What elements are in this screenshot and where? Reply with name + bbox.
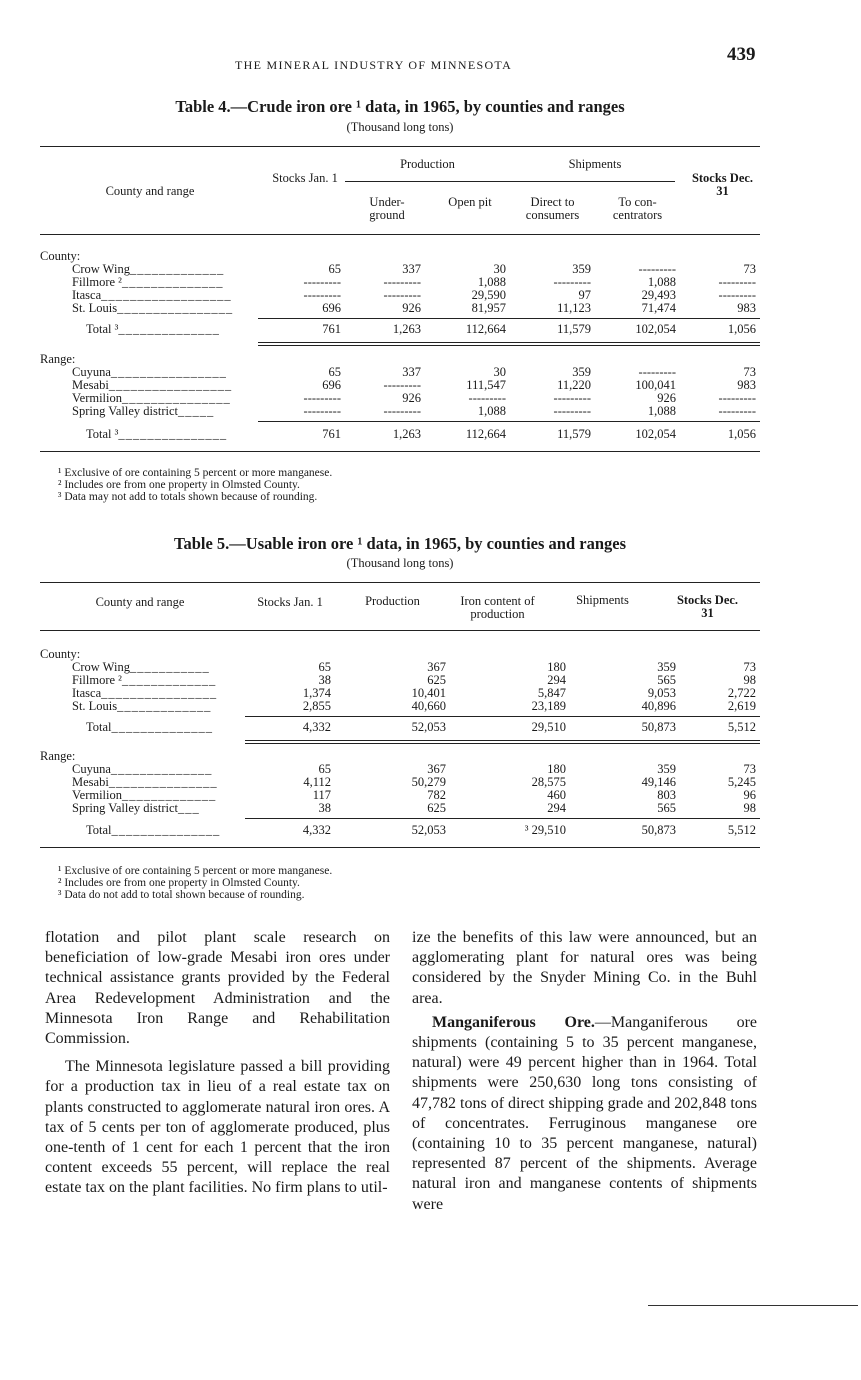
row-label: St. Louis	[72, 302, 118, 315]
cell: 11,123	[557, 301, 591, 315]
t4-head-shipments: Shipments	[568, 157, 622, 171]
row-label: Cuyuna	[72, 366, 111, 379]
cell: 102,054	[635, 322, 676, 336]
cell: 565	[657, 801, 676, 815]
cell: 2,855	[302, 699, 331, 713]
table-row: Itasca________________ 1,374 10,401 5,847 9,053 2,722	[40, 687, 760, 700]
cell: 926	[657, 391, 676, 405]
table4-head-rule	[40, 234, 760, 235]
cell: 5,512	[727, 720, 756, 734]
cell: 96	[743, 788, 756, 802]
table5-range-total	[40, 824, 760, 837]
cell: 30	[493, 365, 506, 379]
table-row	[40, 648, 760, 661]
table4-county-block	[40, 250, 760, 315]
total-label: Total ³	[86, 323, 119, 336]
cell: 50,873	[641, 720, 676, 734]
cell: 23,189	[531, 699, 566, 713]
cell: 30	[493, 262, 506, 276]
cell: ---------	[638, 365, 676, 379]
table-row: Total ³_______________ 761 1,263 112,664 11,579 102,054 1,056	[40, 428, 760, 441]
table5-top-rule	[40, 582, 760, 583]
row-label: Fillmore ²	[72, 276, 122, 289]
cell: 1,088	[477, 404, 506, 418]
t5-county-sum-rule	[245, 716, 760, 717]
t5-county-label: County:	[40, 648, 81, 661]
table-row: Total ³______________ 761 1,263 112,664 11,579 102,054 1,056	[40, 323, 760, 336]
section-heading: Manganiferous Ore.	[432, 1013, 595, 1031]
cell: 983	[737, 301, 756, 315]
table-row	[40, 750, 760, 763]
total-label: Total	[86, 824, 112, 837]
cell: ³ 29,510	[524, 823, 566, 837]
t4-head-underground: Under- ground	[369, 195, 405, 222]
table-row: Cuyuna________________ 65 337 30 359 --------- 73	[40, 366, 760, 379]
row-label: Fillmore ²	[72, 674, 122, 687]
t5-range-sum-rule	[245, 818, 760, 819]
t4-footnote-3: ³ Data may not add to totals shown because of rounding.	[58, 491, 318, 503]
cell: 337	[402, 365, 421, 379]
cell: 2,722	[727, 686, 756, 700]
cell: 73	[743, 365, 756, 379]
t4-head-open-pit: Open pit	[448, 195, 492, 209]
row-label: St. Louis	[72, 700, 118, 713]
cell: 38	[318, 801, 331, 815]
cell: 10,401	[411, 686, 446, 700]
cell: 38	[318, 673, 331, 687]
cell: 359	[572, 365, 591, 379]
row-label: Crow Wing	[72, 263, 130, 276]
t5-head-stocks-dec: Stocks Dec. 31	[676, 593, 739, 620]
cell: 761	[322, 322, 341, 336]
table5-range-block	[40, 750, 760, 815]
cell: 294	[547, 801, 566, 815]
cell: 65	[328, 365, 341, 379]
table-row: Crow Wing_____________ 65 337 30 359 --------- 73	[40, 263, 760, 276]
row-label: Vermilion	[72, 392, 122, 405]
t5-footnote-3: ³ Data do not add to total shown because of rounding.	[58, 889, 305, 901]
table-row: Cuyuna______________ 65 367 180 359 73	[40, 763, 760, 776]
row-label: Itasca	[72, 289, 102, 302]
cell: 926	[402, 391, 421, 405]
cell: 1,088	[647, 404, 676, 418]
cell: 359	[657, 762, 676, 776]
cell: 9,053	[647, 686, 676, 700]
table-row: Vermilion_______________ --------- 926 --------- --------- 926 ---------	[40, 392, 760, 405]
table5-county-block	[40, 648, 760, 713]
table-row: St. Louis_____________ 2,855 40,660 23,189 40,896 2,619	[40, 700, 760, 713]
cell: 117	[312, 788, 331, 802]
cell: 696	[322, 378, 341, 392]
cell: 803	[657, 788, 676, 802]
t4-footnote-1: ¹ Exclusive of ore containing 5 percent or more manganese.	[58, 467, 333, 479]
cell: 29,493	[641, 288, 676, 302]
row-label: Crow Wing	[72, 661, 130, 674]
row-label: Vermilion	[72, 789, 122, 802]
cell: 4,112	[303, 775, 331, 789]
cell: 337	[402, 262, 421, 276]
table-row: Spring Valley district_____ --------- --------- 1,088 --------- 1,088 ---------	[40, 405, 760, 418]
cell: 5,512	[727, 823, 756, 837]
cell: 71,474	[641, 301, 676, 315]
cell: 4,332	[302, 720, 331, 734]
cell: ---------	[303, 404, 341, 418]
t4-footnote-2: ² Includes ore from one property in Olmsted County.	[58, 479, 300, 491]
cell: 359	[657, 660, 676, 674]
bottom-rule	[648, 1305, 858, 1306]
cell: 367	[427, 762, 446, 776]
t4-head-to-conc: To con- centrators	[612, 195, 663, 222]
table-row: Spring Valley district___ 38 625 294 565 98	[40, 802, 760, 815]
row-label: Spring Valley district	[72, 802, 179, 815]
cell: ---------	[303, 288, 341, 302]
cell: 1,088	[647, 275, 676, 289]
t4-county-sum-rule	[258, 318, 760, 319]
cell: 1,088	[477, 275, 506, 289]
t5-range-label: Range:	[40, 750, 76, 763]
body-left-column	[45, 928, 390, 1199]
t4-head-stocks-dec: Stocks Dec. 31	[691, 171, 754, 198]
table-row: Total______________ 4,332 52,053 29,510 50,873 5,512	[40, 721, 760, 734]
cell: 359	[572, 262, 591, 276]
t4-head-production: Production	[400, 157, 455, 171]
cell: 4,332	[302, 823, 331, 837]
cell: 73	[743, 660, 756, 674]
cell: 29,590	[471, 288, 506, 302]
table-row: Mesabi_______________ 4,112 50,279 28,575 49,146 5,245	[40, 776, 760, 789]
cell: ---------	[303, 391, 341, 405]
cell: ---------	[638, 262, 676, 276]
cell: ---------	[383, 404, 421, 418]
cell: 782	[427, 788, 446, 802]
cell: ---------	[303, 275, 341, 289]
cell: 111,547	[466, 378, 506, 392]
table4-title: Table 4.—Crude iron ore ¹ data, in 1965, by counties and ranges	[175, 97, 625, 116]
cell: 5,847	[537, 686, 566, 700]
cell: 5,245	[727, 775, 756, 789]
t5-head-shipments: Shipments	[576, 593, 629, 607]
cell: 1,374	[302, 686, 331, 700]
cell: ---------	[718, 404, 756, 418]
running-head: THE MINERAL INDUSTRY OF MINNESOTA	[235, 58, 513, 72]
cell: 2,619	[727, 699, 756, 713]
t5-footnote-2: ² Includes ore from one property in Olmsted County.	[58, 877, 300, 889]
cell: 65	[318, 762, 331, 776]
cell: 1,056	[727, 427, 756, 441]
cell: 1,263	[392, 322, 421, 336]
paragraph-text: —Manganiferous ore shipments (containing 5 to 35 percent manganese, natural) were 49 percent higher than in 1964. Total shipments were 250,630 long tons consisting of 47,782 tons of direct shipping grade and 202,848 tons of concentrates. Ferruginous manganese ore (containing 10 to 35 percent manganese, natural) represented 87 percent of the shipments. Average natural iron and manganese contents of shipments were	[412, 1013, 757, 1213]
t5-head-production: Production	[365, 594, 420, 608]
body-right-column	[412, 928, 757, 1215]
cell: 40,896	[641, 699, 676, 713]
cell: 52,053	[411, 720, 446, 734]
t4-head-county: County and range	[105, 184, 195, 198]
cell: 81,957	[471, 301, 506, 315]
table-row: Mesabi_________________ 696 --------- 111,547 11,220 100,041 983	[40, 379, 760, 392]
cell: 11,220	[557, 378, 591, 392]
table4-county-total	[40, 323, 760, 336]
table4-bottom-rule	[40, 451, 760, 452]
cell: 97	[578, 288, 591, 302]
t5-head-county: County and range	[95, 595, 185, 609]
cell: ---------	[553, 404, 591, 418]
cell: ---------	[383, 378, 421, 392]
t4-head-stocks-jan: Stocks Jan. 1	[272, 171, 338, 185]
table5-subtitle: (Thousand long tons)	[346, 556, 454, 570]
table-row: Crow Wing___________ 65 367 180 359 73	[40, 661, 760, 674]
table5-title: Table 5.—Usable iron ore ¹ data, in 1965, by counties and ranges	[173, 534, 627, 553]
cell: ---------	[718, 275, 756, 289]
cell: 112,664	[465, 322, 506, 336]
row-label: Mesabi	[72, 776, 109, 789]
table5-bottom-rule	[40, 847, 760, 848]
t5-head-stocks-jan: Stocks Jan. 1	[257, 595, 323, 609]
cell: 73	[743, 762, 756, 776]
table-row: Fillmore ²______________ --------- --------- 1,088 --------- 1,088 ---------	[40, 276, 760, 289]
cell: 28,575	[531, 775, 566, 789]
table4-top-rule	[40, 146, 760, 147]
paragraph: flotation and pilot plant scale research on beneficiation of low-grade Mesabi iron ores under technical assistance grants provided by the Federal Area Redevelopment Administration and the Minnesota Iron Range and Rehabilitation Commission.	[45, 929, 390, 1048]
paragraph: ize the benefits of this law were announced, but an agglomerating plant for natural ores was being considered by the Snyder Mining Co. in the Buhl area.	[412, 929, 757, 1007]
cell: 926	[402, 301, 421, 315]
t4-head-subrule	[345, 181, 675, 182]
row-label: Mesabi	[72, 379, 109, 392]
cell: 40,660	[411, 699, 446, 713]
t4-range-label: Range:	[40, 353, 76, 366]
t4-county-label: County:	[40, 250, 81, 263]
total-label: Total	[86, 721, 112, 734]
table-row: Vermilion_____________ 117 782 460 803 96	[40, 789, 760, 802]
cell: 1,263	[392, 427, 421, 441]
cell: 50,873	[641, 823, 676, 837]
cell: 180	[547, 660, 566, 674]
t5-footnote-1: ¹ Exclusive of ore containing 5 percent or more manganese.	[58, 865, 333, 877]
cell: ---------	[553, 391, 591, 405]
t5-double-rule	[245, 740, 760, 744]
table4-range-total	[40, 428, 760, 441]
page-number: 439	[727, 44, 756, 65]
cell: 696	[322, 301, 341, 315]
t4-double-rule	[258, 342, 760, 346]
table4-subtitle: (Thousand long tons)	[346, 120, 454, 134]
cell: 625	[427, 673, 446, 687]
cell: ---------	[383, 288, 421, 302]
row-label: Spring Valley district	[72, 405, 179, 418]
cell: ---------	[468, 391, 506, 405]
cell: 460	[547, 788, 566, 802]
table-row: Itasca__________________ --------- --------- 29,590 97 29,493 ---------	[40, 289, 760, 302]
t4-range-sum-rule	[258, 421, 760, 422]
cell: ---------	[553, 275, 591, 289]
cell: 50,279	[411, 775, 446, 789]
paragraph	[412, 1013, 757, 1215]
cell: 367	[427, 660, 446, 674]
cell: 294	[547, 673, 566, 687]
table5-county-total	[40, 721, 760, 734]
cell: 100,041	[635, 378, 676, 392]
cell: 11,579	[557, 427, 591, 441]
cell: ---------	[718, 288, 756, 302]
cell: 65	[328, 262, 341, 276]
cell: 102,054	[635, 427, 676, 441]
cell: ---------	[383, 275, 421, 289]
cell: 73	[743, 262, 756, 276]
cell: 983	[737, 378, 756, 392]
cell: 761	[322, 427, 341, 441]
total-label: Total ³	[86, 428, 119, 441]
cell: 65	[318, 660, 331, 674]
table-row: Fillmore ²_____________ 38 625 294 565 98	[40, 674, 760, 687]
cell: ---------	[718, 391, 756, 405]
cell: 565	[657, 673, 676, 687]
cell: 52,053	[411, 823, 446, 837]
cell: 625	[427, 801, 446, 815]
cell: 49,146	[641, 775, 676, 789]
row-label: Cuyuna	[72, 763, 111, 776]
row-label: Itasca	[72, 687, 102, 700]
t5-head-iron-content: Iron content of production	[460, 594, 535, 621]
cell: 98	[743, 801, 756, 815]
cell: 112,664	[465, 427, 506, 441]
table5-head-rule	[40, 630, 760, 631]
table4-range-block	[40, 353, 760, 418]
cell: 11,579	[557, 322, 591, 336]
cell: 98	[743, 673, 756, 687]
t4-head-direct: Direct to consumers	[525, 195, 580, 222]
cell: 1,056	[727, 322, 756, 336]
table-row: St. Louis________________ 696 926 81,957 11,123 71,474 983	[40, 302, 760, 315]
cell: 29,510	[531, 720, 566, 734]
cell: 180	[547, 762, 566, 776]
paragraph: The Minnesota legislature passed a bill providing for a production tax in lieu of a real estate tax on plants constructed to agglomerate natural iron ores. A tax of 5 cents per ton of agglomerate produced, plus one-tenth of 1 cent for each 1 percent that the iron content exceeds 55 percent, will replace the real estate tax on the plant facilities. No firm plans to util-	[45, 1058, 390, 1197]
table-row: Total_______________ 4,332 52,053 ³ 29,510 50,873 5,512	[40, 824, 760, 837]
